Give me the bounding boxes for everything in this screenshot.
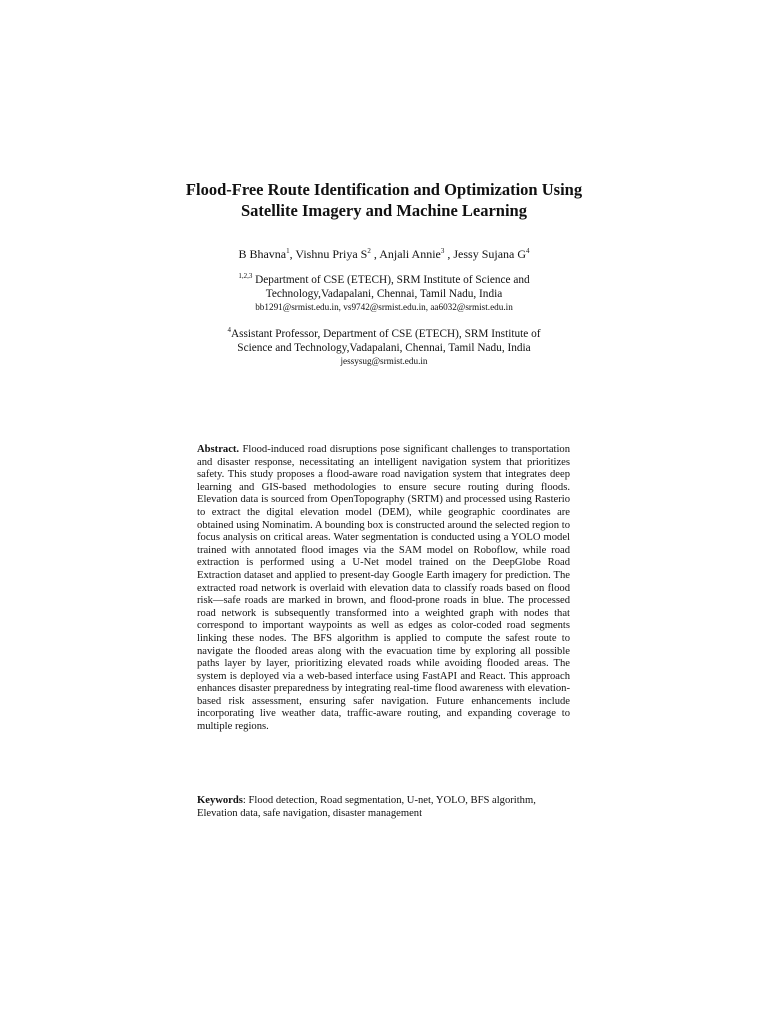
- author-sep: ,: [370, 247, 380, 261]
- affiliation-2: [150, 327, 618, 368]
- author-list: [120, 247, 648, 262]
- affiliation-line-1: Department of CSE (ETECH), SRM Institute of Science and: [252, 274, 530, 286]
- author-name: Jessy Sujana G: [453, 247, 527, 261]
- affiliation-sup: 4: [227, 326, 231, 335]
- affiliation-line-2: Science and Technology,Vadapalani, Chennai, Tamil Nadu, India: [237, 342, 531, 354]
- paper-title: [120, 179, 648, 221]
- title-line-2: Satellite Imagery and Machine Learning: [241, 201, 527, 220]
- affiliation-line-1: Assistant Professor, Department of CSE (ETECH), SRM Institute of: [230, 328, 541, 340]
- author-sep: ,: [444, 247, 454, 261]
- author-sup: 2: [367, 247, 371, 255]
- title-line-1: Flood-Free Route Identification and Optimization Using: [185, 180, 583, 199]
- abstract: [197, 444, 570, 734]
- author-sep: ,: [289, 247, 296, 261]
- author-name: Anjali Annie: [379, 247, 441, 261]
- affiliation-line-2: Technology,Vadapalani, Chennai, Tamil Nadu, India: [265, 288, 503, 300]
- author-sup: 3: [440, 247, 445, 255]
- author-name: B Bhavna: [238, 247, 287, 261]
- author-name: Vishnu Priya S: [295, 247, 368, 261]
- abstract-label: Abstract.: [197, 444, 240, 455]
- abstract-text: Flood-induced road disruptions pose significant challenges to transportation and disaster response, necessitating an intelligent navigation system that prioritizes safety. This study proposes a flood-aware road navigation system that integrates deep learning and GIS-based methodologies to ensure secure routing during floods. Elevation data is sourced from OpenTopography (SRTM) and processed using Rasterio to extract the digital elevation model (DEM), while geographic coordinates are obtained using Nominatim. A bounding box is constructed around the selected region to focus analysis on critical areas. Water segmentation is conducted using a YOLO model trained with annotated flood images via the SAM model on Roboflow, while road extraction is performed using a U-Net model trained on the DeepGlobe Road Extraction dataset and applied to present-day Google Earth imagery for prediction. The extracted road network is overlaid with elevation data to classify roads based on flood risk—safe roads are marked in brown, and flood-prone roads in blue. The processed road network is subsequently transformed into a weighted graph with nodes that correspond to important waypoints as well as edges as color-coded road segments linking these nodes. The BFS algorithm is applied to compute the safest route to navigate the flooded areas along with the evacuation time by exploring all possible paths layer by layer, prioritizing elevated roads while avoiding flooded areas. The system is deployed via a web-based interface using FastAPI and React. This approach enhances disaster preparedness by integrating real-time flood awareness with elevation-based risk assessment, ensuring safer navigation. Future enhancements include incorporating live weather data, traffic-aware routing, and expanding coverage to multiple regions.: [197, 444, 570, 733]
- keywords-label: Keywords: [197, 795, 243, 806]
- keywords-text: : Flood detection, Road segmentation, U-net, YOLO, BFS algorithm, Elevation data, safe navigation, disaster management: [197, 795, 536, 819]
- author-sup: 1: [286, 247, 290, 255]
- author-email: jessysug@srmist.edu.in: [340, 356, 428, 366]
- affiliation-1: [150, 273, 618, 314]
- affiliation-sup: 1,2,3: [238, 272, 253, 281]
- author-sup: 4: [526, 247, 530, 255]
- author-emails: bb1291@srmist.edu.in, vs9742@srmist.edu.in, aa6032@srmist.edu.in: [255, 302, 513, 312]
- keywords: [197, 795, 570, 820]
